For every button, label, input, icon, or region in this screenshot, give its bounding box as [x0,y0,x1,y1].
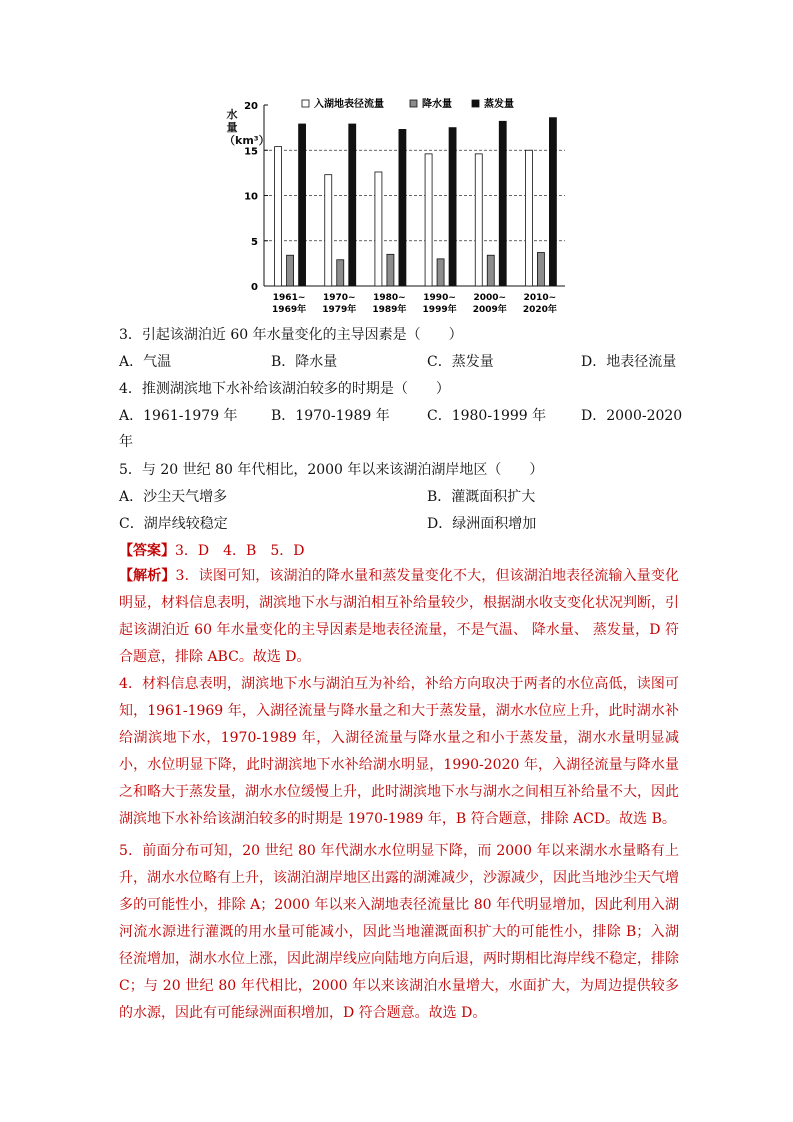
x-tick-label: 1989年 [372,305,407,315]
x-tick-label: 2009年 [472,305,507,315]
bar-runoff [525,150,532,286]
bar-runoff [275,147,282,286]
bar-evaporation [299,124,306,286]
y-tick-label: 0 [251,282,258,293]
analysis-paragraph-5: 5．前面分布可知，20 世纪 80 年代湖水水位明显下降，而 2000 年以来湖水水量略有上升，湖水水位略有上升，该湖泊湖岸地区出露的湖滩减少，沙源减少，因此当地沙尘天气增多的可能性小，排除 A；2000 年以来入湖地表径流量比 80 年代明显增加，因此利用入湖河流水源进行灌溉的用水量可能减小，因此当地灌溉面积扩大的可能性小，排除 B；入湖径流增加，湖水水位上涨，因此湖岸线应向陆地方向后退，两时期相比海岸线不稳定，排除 C；与 20 世纪 80 年代相比，2000 年以来该湖泊水量增大，水面扩大，为周边提供较多的水源，因此有可能绿洲面积增加，D 符合题意。故选 D。 [119,843,679,1021]
bar-precipitation [287,255,294,286]
bar-evaporation [449,128,456,286]
bar-precipitation [387,254,394,286]
bar-evaporation [349,124,356,286]
legend-label: 蒸发量 [484,99,514,110]
q4-option-b: B．1970-1989 年 [271,408,390,424]
bar-runoff [475,154,482,286]
x-tick-label: 1979年 [322,305,357,315]
legend-label: 降水量 [422,99,452,110]
analysis-text-3: 3．读图可知，该湖泊的降水量和蒸发量变化不大，但该湖泊地表径流输入量变化明显，材料信息表明，湖滨地下水与湖泊相互补给量较少，根据湖水收支变化状况判断，引起该湖泊近 60 年水量变化的主导因素是地表径流量，不是气温、 降水量、 蒸发量，D 符合题意，排除 ABC。故选 D。 [119,568,680,665]
x-tick-label: 1969年 [272,305,307,315]
y-tick-label: 20 [244,101,258,112]
x-tick-label: 2020年 [522,305,557,315]
question-4-stem: 4．推测湖滨地下水补给该湖泊较多的时期是（ ） [119,381,450,397]
legend-swatch [410,100,417,107]
answer-text: 3．D 4．B 5．D [175,543,305,559]
answer-label: 【答案】 [119,543,175,559]
bar-precipitation [337,260,344,286]
x-tick-label: 1970~ [322,293,356,303]
bar-precipitation [487,255,494,286]
y-axis-title: 水量（km³） [224,108,270,147]
y-tick-label: 10 [244,191,258,203]
legend-label: 入湖地表径流量 [314,99,384,110]
bar-runoff [375,172,382,286]
x-tick-label: 1961~ [272,293,306,303]
q5-option-b: B．灌溉面积扩大 [427,489,536,505]
legend-swatch [302,100,309,107]
q5-option-d: D．绿洲面积增加 [427,516,537,532]
q3-option-d: D．地表径流量 [581,354,677,370]
bar-evaporation [549,118,556,286]
q4-option-a: A．1961-1979 年 [119,408,238,424]
water-balance-chart [210,90,590,322]
q3-option-c: C．蒸发量 [427,354,494,370]
bar-evaporation [499,121,506,286]
bar-runoff [325,175,332,286]
answer-line [119,541,304,561]
q4-option-d-wrap: 年 [119,434,133,450]
analysis-paragraph-4: 4．材料信息表明，湖滨地下水与湖泊互为补给，补给方向取决于两者的水位高低，读图可知，1961-1969 年，入湖径流量与降水量之和大于蒸发量，湖水水位应上升，此时湖水补给湖滨地下水，1970-1989 年，入湖径流量与降水量之和小于蒸发量，湖水水量明显减小，水位明显下降，此时湖滨地下水补给湖水明显，1990-2020 年，入湖径流量与降水量之和略大于蒸发量，湖水水位缓慢上升，此时湖滨地下水与湖水之间相互补给量不大，因此湖滨地下水补给该湖泊较多的时期是 1970-1989 年，B 符合题意，排除 ACD。故选 B。 [119,676,679,827]
q5-option-c: C．湖岸线较稳定 [119,516,228,532]
bar-precipitation [537,253,544,286]
question-3-stem: 3．引起该湖泊近 60 年水量变化的主导因素是（ ） [119,327,463,343]
bar-evaporation [399,129,406,286]
x-tick-label: 2010~ [523,293,557,303]
q3-option-a: A．气温 [119,354,172,370]
q5-option-a: A．沙尘天气增多 [119,489,228,505]
bar-runoff [425,154,432,286]
q4-option-c: C．1980-1999 年 [427,408,547,424]
x-tick-label: 2000~ [473,293,507,303]
y-tick-label: 5 [251,236,258,248]
legend-swatch [472,100,479,107]
bar-precipitation [437,259,444,286]
x-tick-label: 1980~ [373,293,406,303]
bar-chart-svg [210,90,590,322]
analysis-paragraph-3 [119,563,679,671]
y-tick-label: 15 [244,146,258,158]
analysis-label: 【解析】 [119,568,176,584]
question-5-stem: 5．与 20 世纪 80 年代相比，2000 年以来该湖泊湖岸地区（ ） [119,462,544,478]
x-tick-label: 1990~ [423,293,456,303]
q4-option-d: D．2000-2020 [581,408,683,424]
x-tick-label: 1999年 [422,305,457,315]
q3-option-b: B．降水量 [271,354,338,370]
